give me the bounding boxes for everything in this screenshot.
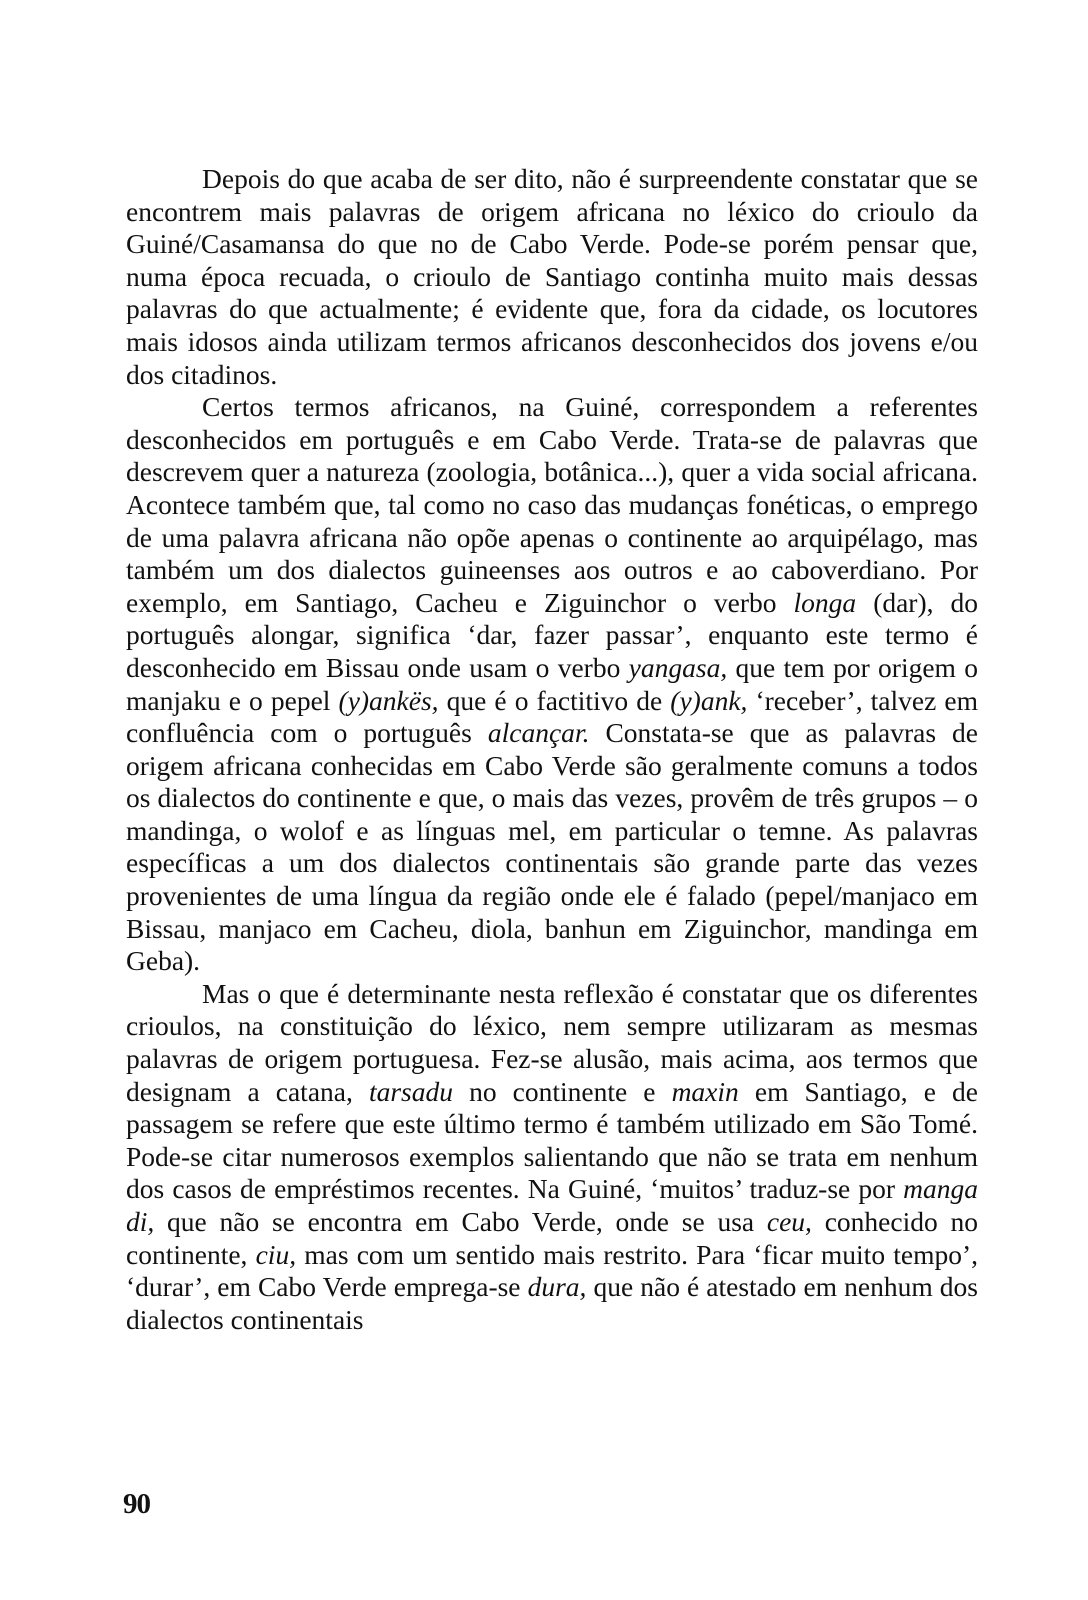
- italic-term: ciu,: [255, 1238, 297, 1270]
- italic-term: alcançar.: [487, 717, 590, 749]
- text-segment: Certos termos africanos, na Guiné, correspondem a referentes desconhecidos em português e em Cabo Verde. Trata-se de palavras que descrevem quer a natureza (zoologia, botânica...), quer a vida social africana. Acontece também que, tal como no caso das mudanças fonéticas, o emprego de uma palavra africana não opõe apenas o continente ao arquipélago, mas também um dos dialectos guineenses aos outros e ao caboverdiano. Por exemplo, em Santiago, Cacheu e Ziguinchor o verbo: [126, 391, 978, 618]
- paragraph-1: [126, 163, 978, 391]
- paragraph-3: [126, 978, 978, 1337]
- italic-term: manga di,: [126, 1173, 978, 1237]
- text-segment: ‘receber’, talvez em confluência com o português: [126, 684, 978, 749]
- text-segment: Mas o que é determinante nesta reflexão é constatar que os diferentes crioulos, na constituição do léxico, nem sempre utilizaram as mesmas palavras de origem portuguesa. Fez-se alusão, mais acima, aos termos que designam a catana,: [126, 977, 978, 1107]
- text-segment: que é o factitivo de: [438, 684, 671, 716]
- text-segment: em Santiago, e de passagem se refere que este último termo é também utilizado em São Tomé. Pode-se citar numerosos exemplos salientando que não se trata em nenhum dos casos de empréstimos recentes. Na Guiné, ‘muitos’ traduz-se por: [126, 1075, 978, 1205]
- italic-term: yangasa,: [628, 651, 728, 683]
- italic-term: (y)ankës,: [338, 684, 439, 716]
- text-segment: (dar), do português alongar, significa ‘dar, fazer passar’, enquanto este termo é desconhecido em Bissau onde usam o verbo: [126, 586, 979, 683]
- italic-term: (y)ank,: [670, 684, 748, 716]
- paragraph-2: [126, 391, 978, 978]
- text-segment: no continente e: [452, 1075, 672, 1107]
- italic-term: tarsadu: [368, 1075, 453, 1107]
- text-segment: Depois do que acaba de ser dito, não é surpreendente constatar que se encontrem mais palavras de origem africana no léxico do crioulo da Guiné/Casamansa do que no de Cabo Verde. Pode-se porém pensar que, numa época recuada, o crioulo de Santiago continha muito mais dessas palavras do que actualmente; é evidente que, fora da cidade, os locutores mais idosos ainda utilizam termos africanos desconhecidos dos jovens e/ou dos citadinos.: [126, 163, 978, 390]
- italic-term: dura,: [527, 1271, 587, 1303]
- text-segment: mas com um sentido mais restrito. Para ‘ficar muito tempo’, ‘durar’, em Cabo Verde emprega-se: [126, 1238, 979, 1303]
- text-segment: conhecido no continente,: [126, 1206, 978, 1270]
- text-segment: que tem por origem o manjaku e o pepel: [126, 651, 978, 716]
- italic-term: maxin: [671, 1075, 739, 1107]
- page-number: 90: [123, 1488, 150, 1520]
- text-segment: que não se encontra em Cabo Verde, onde se usa: [154, 1206, 767, 1237]
- text-segment: Constata-se que as palavras de origem africana conhecidas em Cabo Verde são geralmente comuns a todos os dialectos do continente e que, o mais das vezes, provêm de três grupos – o mandinga, o wolof e as línguas mel, em particular o temne. As palavras específicas a um dos dialectos continentais são grande parte das vezes provenientes de uma língua da região onde ele é falado (pepel/manjaco em Bissau, manjaco em Cacheu, diola, banhun em Ziguinchor, mandinga em Geba).: [126, 717, 978, 977]
- italic-term: ceu,: [766, 1206, 812, 1237]
- text-segment: que não é atestado em nenhum dos dialectos continentais: [126, 1271, 978, 1335]
- italic-term: longa: [793, 586, 857, 618]
- body-text: [126, 163, 978, 1336]
